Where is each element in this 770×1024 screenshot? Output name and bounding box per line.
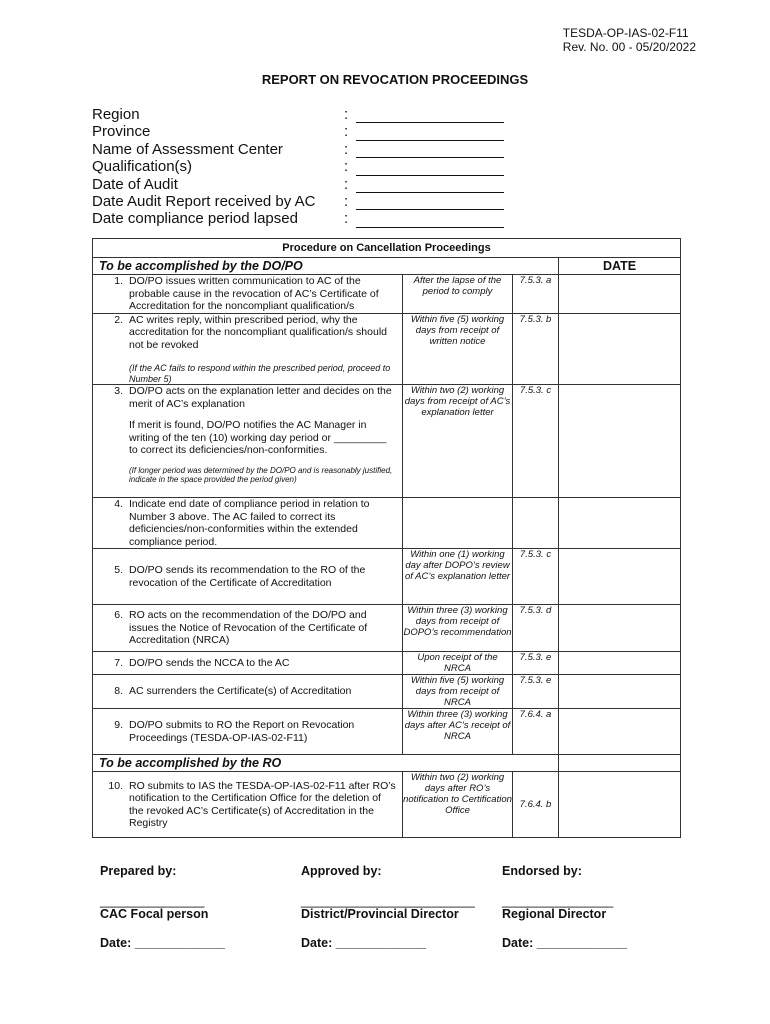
date-cell[interactable] <box>559 385 681 498</box>
date-cell[interactable] <box>559 549 681 605</box>
field-colon: : <box>344 140 349 158</box>
row-number: 4. <box>114 498 123 510</box>
field-colon: : <box>344 192 349 210</box>
date-cell[interactable] <box>559 772 681 838</box>
row-reference: 7.5.3. d <box>513 605 559 652</box>
prepared-by-date[interactable]: Date: _____________ <box>100 936 226 950</box>
endorsed-by-signature-line[interactable]: ________________ <box>502 894 614 908</box>
row-timeline: Upon receipt of the NRCA <box>403 652 513 675</box>
endorsed-by-date[interactable]: Date: _____________ <box>502 936 628 950</box>
header-fields <box>92 106 504 228</box>
row-note: (If the AC fails to respond within the prescribed period, proceed to Number 5) <box>129 363 391 384</box>
table-row <box>93 498 681 549</box>
row-number: 9. <box>114 719 123 731</box>
row-timeline: Within one (1) working day after DOPO’s review of AC’s explanation letter <box>403 549 513 605</box>
date-cell[interactable] <box>559 275 681 314</box>
row-reference: 7.5.3. b <box>513 313 559 385</box>
blank-line[interactable] <box>356 179 504 193</box>
date-cell[interactable] <box>559 755 681 772</box>
blank-line[interactable] <box>356 214 504 228</box>
approved-by-signature-line[interactable]: _________________________ <box>301 894 475 908</box>
prepared-by-heading: Prepared by: <box>100 864 177 878</box>
blank-line[interactable] <box>356 144 504 158</box>
page-title: REPORT ON REVOCATION PROCEEDINGS <box>261 72 529 87</box>
row-timeline <box>403 498 513 549</box>
row-number: 1. <box>114 275 123 287</box>
blank-line[interactable] <box>356 109 504 123</box>
prepared-by-role: CAC Focal person <box>100 907 209 921</box>
row-reference: 7.5.3. e <box>513 652 559 675</box>
field-assessment-center <box>92 141 504 158</box>
table-row <box>93 313 681 385</box>
approved-by-heading: Approved by: <box>301 864 382 878</box>
date-cell[interactable] <box>559 313 681 385</box>
date-cell[interactable] <box>559 709 681 755</box>
row-reference: 7.5.3. c <box>513 549 559 605</box>
field-province <box>92 123 504 140</box>
row-number: 5. <box>114 564 123 576</box>
field-label: Qualification(s) <box>92 158 193 176</box>
row-timeline: Within two (2) working days after RO’s notification to Certification Office <box>403 772 513 838</box>
row-text: AC surrenders the Certificate(s) of Accreditation <box>129 685 352 698</box>
revision-number: Rev. No. 00 - 05/20/2022 <box>562 40 696 54</box>
date-cell[interactable] <box>559 498 681 549</box>
field-colon: : <box>344 175 349 193</box>
table-row <box>93 709 681 755</box>
row-text: DO/PO sends its recommendation to the RO of the revocation of the Certificate of Accreditation <box>129 564 366 589</box>
table-row <box>93 385 681 498</box>
row-text-secondary: If merit is found, DO/PO notifies the AC Manager in writing of the ten (10) working day period or _________ to correct its deficiencies/non-conformities. <box>129 419 387 456</box>
row-text: RO submits to IAS the TESDA-OP-IAS-02-F11 after RO’s notification to the Certification Office for the deletion of the revoked AC’s Certificate(s) of Accreditation in the Registry <box>129 779 396 829</box>
document-code: TESDA-OP-IAS-02-F11 <box>562 26 689 40</box>
row-number: 2. <box>114 313 123 326</box>
field-label: Name of Assessment Center <box>92 140 283 158</box>
field-region <box>92 106 504 123</box>
table-row <box>93 275 681 314</box>
table-row <box>93 675 681 709</box>
field-date-compliance-lapsed <box>92 210 504 227</box>
field-colon: : <box>344 105 349 123</box>
table-row <box>93 772 681 838</box>
row-reference: 7.5.3. a <box>513 275 559 314</box>
blank-line[interactable] <box>356 196 504 210</box>
row-number: 10. <box>108 779 123 792</box>
section-heading-ro: To be accomplished by the RO <box>93 755 559 772</box>
field-label: Region <box>92 105 140 123</box>
row-text: RO acts on the recommendation of the DO/PO and issues the Notice of Revocation of the Certificate of Accreditation (NRCA) <box>129 609 368 647</box>
table-row <box>93 549 681 605</box>
row-timeline: Within two (2) working days from receipt of AC’s explanation letter <box>403 385 513 498</box>
table-title: Procedure on Cancellation Proceedings <box>93 239 681 258</box>
date-cell[interactable] <box>559 675 681 709</box>
field-label: Date compliance period lapsed <box>92 210 298 228</box>
section-heading-dopo: To be accomplished by the DO/PO <box>93 258 559 275</box>
row-number: 8. <box>114 685 123 698</box>
endorsed-by-role: Regional Director <box>502 907 607 921</box>
row-text: DO/PO submits to RO the Report on Revocation Proceedings (TESDA-OP-IAS-02-F11) <box>129 719 355 744</box>
row-timeline: Within three (3) working days after AC’s receipt of NRCA <box>403 709 513 755</box>
row-reference: 7.6.4. a <box>513 709 559 755</box>
row-text: DO/PO sends the NCCA to the AC <box>129 656 290 669</box>
row-reference: 7.5.3. e <box>513 675 559 709</box>
field-label: Date Audit Report received by AC <box>92 192 316 210</box>
field-label: Date of Audit <box>92 175 178 193</box>
signatories <box>0 864 770 964</box>
blank-line[interactable] <box>356 127 504 141</box>
prepared-by-signature-line[interactable]: _______________ <box>100 894 205 908</box>
field-date-of-audit <box>92 176 504 193</box>
date-cell[interactable] <box>559 605 681 652</box>
row-number: 7. <box>114 656 123 669</box>
date-cell[interactable] <box>559 652 681 675</box>
field-label: Province <box>92 123 151 141</box>
approved-by-role: District/Provincial Director <box>301 907 459 921</box>
row-timeline: Within five (5) working days from receipt of written notice <box>403 313 513 385</box>
row-text: Indicate end date of compliance period in relation to Number 3 above. The AC failed to correct its deficiencies/non-conformities within the extended compliance period. <box>129 498 370 548</box>
row-text: AC writes reply, within prescribed period, why the accreditation for the noncompliant qualification/s should not be revoked <box>129 313 387 351</box>
row-text: DO/PO acts on the explanation letter and decides on the merit of AC’s explanation <box>129 385 392 410</box>
procedure-table <box>92 238 681 838</box>
row-reference <box>513 498 559 549</box>
date-column-header: DATE <box>559 258 681 275</box>
table-row <box>93 605 681 652</box>
row-text: DO/PO issues written communication to AC of the probable cause in the revocation of AC’s Certificate of Accreditation for the noncompliant qualification/s <box>129 275 379 312</box>
row-note: (If longer period was determined by the DO/PO and is reasonably justified, indicate in the space provided the period given) <box>129 465 393 484</box>
row-reference: 7.5.3. c <box>513 385 559 498</box>
row-number: 3. <box>114 385 123 397</box>
row-timeline: Within three (3) working days from receipt of DOPO’s recommendation <box>403 605 513 652</box>
field-date-report-received <box>92 193 504 210</box>
table-row <box>93 652 681 675</box>
approved-by-date[interactable]: Date: _____________ <box>301 936 427 950</box>
row-timeline: Within five (5) working days from receipt of NRCA <box>403 675 513 709</box>
document-code-block <box>563 26 696 54</box>
field-colon: : <box>344 210 349 228</box>
blank-line[interactable] <box>356 162 504 176</box>
endorsed-by-heading: Endorsed by: <box>502 864 582 878</box>
field-colon: : <box>344 123 349 141</box>
row-number: 6. <box>114 609 123 622</box>
row-reference: 7.6.4. b <box>513 772 559 838</box>
row-timeline: After the lapse of the period to comply <box>403 275 513 314</box>
field-qualifications <box>92 158 504 175</box>
field-colon: : <box>344 158 349 176</box>
